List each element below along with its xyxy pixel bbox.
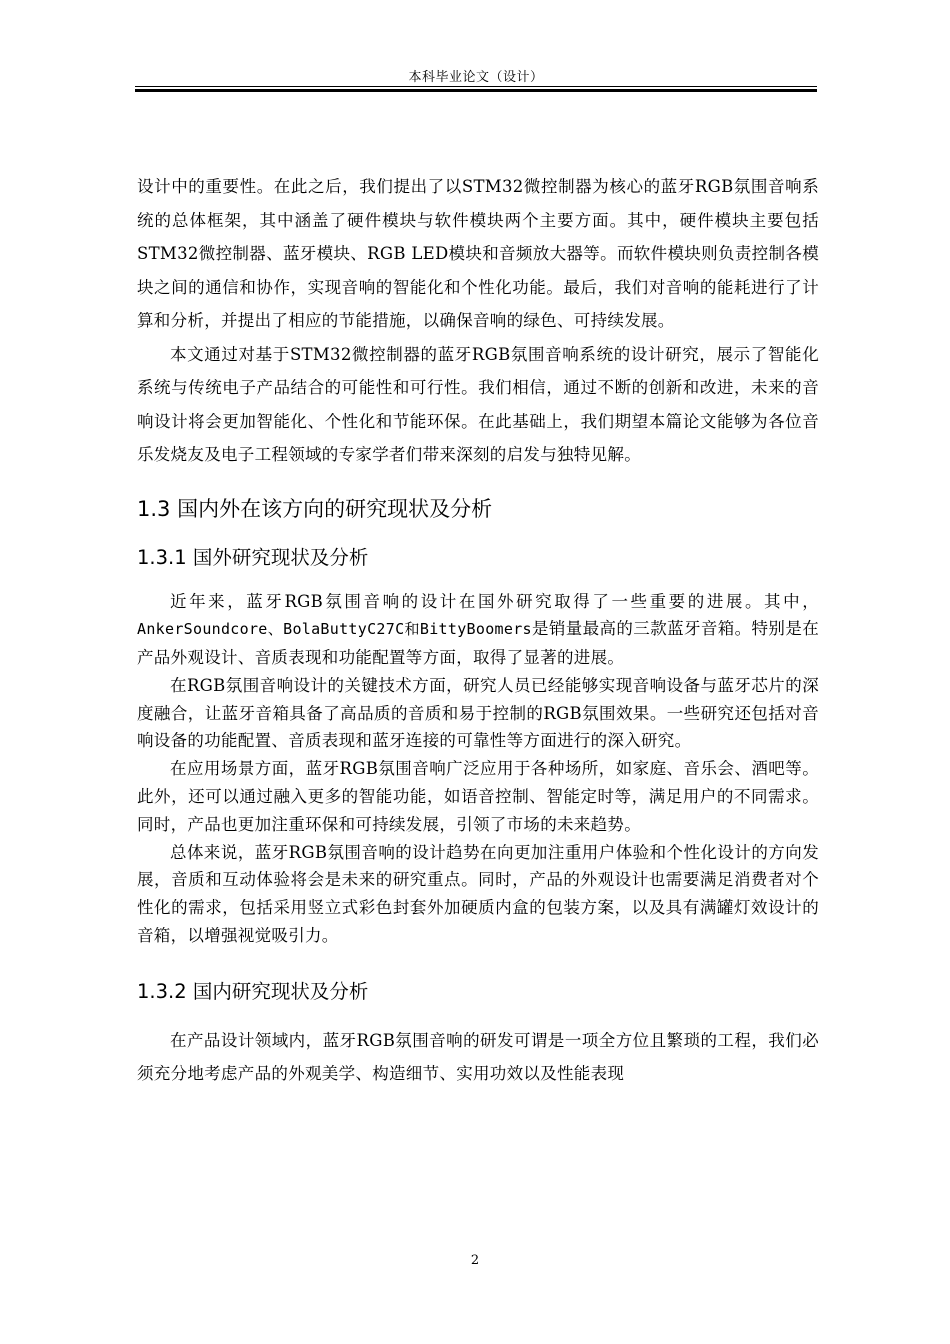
body-paragraph [137, 588, 819, 672]
body-paragraph: 本文通过对基于STM32微控制器的蓝牙RGB氛围音响系统的设计研究，展示了智能化系统与传统电子产品结合的可能性和可行性。我们相信，通过不断的创新和改进，未来的音响设计将会更加智能化、个性化和节能环保。在此基础上，我们期望本篇论文能够为各位音乐发烧友及电子工程领域的专家学者们带来深刻的启发与独特见解。 [137, 344, 819, 464]
body-paragraph: 在RGB氛围音响设计的关键技术方面，研究人员已经能够实现音响设备与蓝牙芯片的深度融合，让蓝牙音箱具备了高品质的音质和易于控制的RGB氛围效果。一些研究还包括对音响设备的功能配置、音质表现和蓝牙连接的可靠性等方面进行的深入研究。 [137, 675, 819, 751]
page-number: 2 [470, 1253, 480, 1268]
body-paragraph: 总体来说，蓝牙RGB氛围音响的设计趋势在向更加注重用户体验和个性化设计的方向发展，音质和互动体验将会是未来的研究重点。同时，产品的外观设计也需要满足消费者对个性化的需求，包括采用竖立式彩色封套外加硬质内盒的包装方案，以及具有满罐灯效设计的音箱，以增强视觉吸引力。 [137, 842, 819, 946]
running-header: 本科毕业论文（设计） [408, 70, 544, 85]
subsection-heading: 1.3.1 国外研究现状及分析 [137, 545, 369, 569]
product-names: AnkerSoundcore、BolaButtyC27C和BittyBoomers [137, 620, 532, 639]
body-paragraph: 在产品设计领域内，蓝牙RGB氛围音响的研发可谓是一项全方位且繁琐的工程，我们必须充分地考虑产品的外观美学、构造细节、实用功效以及性能表现 [137, 1030, 819, 1084]
paragraph-text: 是销量最高的三款蓝牙音箱。特别是在产品外观设计、音质表现和功能配置等方面，取得了显著的进展。 [137, 619, 820, 668]
main-content [137, 170, 819, 1091]
body-paragraph: 在应用场景方面，蓝牙RGB氛围音响广泛应用于各种场所，如家庭、音乐会、酒吧等。此外，还可以通过融入更多的智能功能，如语音控制、智能定时等，满足用户的不同需求。同时，产品也更加注重环保和可持续发展，引领了市场的未来趋势。 [137, 759, 819, 834]
header-rule [135, 86, 817, 92]
section-heading: 1.3 国内外在该方向的研究现状及分析 [137, 496, 493, 521]
subsection-heading: 1.3.2 国内研究现状及分析 [137, 979, 369, 1003]
paragraph-text: 近年来，蓝牙RGB氛围音响的设计在国外研究取得了一些重要的进展。其中， [170, 591, 819, 611]
body-paragraph: 设计中的重要性。在此之后，我们提出了以STM32微控制器为核心的蓝牙RGB氛围音响系统的总体框架，其中涵盖了硬件模块与软件模块两个主要方面。其中，硬件模块主要包括STM32微控制器、蓝牙模块、RGB LED模块和音频放大器等。而软件模块则负责控制各模块之间的通信和协作，实现音响的智能化和个性化功能。最后，我们对音响的能耗进行了计算和分析，并提出了相应的节能措施，以确保音响的绿色、可持续发展。 [137, 177, 819, 330]
